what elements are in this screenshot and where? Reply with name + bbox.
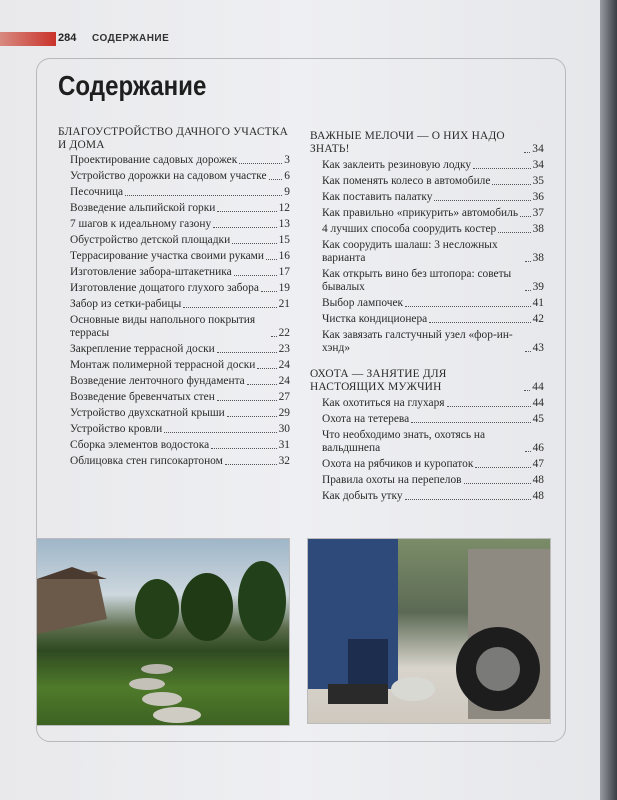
toc-entry: [310, 397, 544, 410]
toc-entry-page: 29: [278, 407, 290, 419]
dot-leader: [498, 232, 530, 233]
right-column: [310, 130, 544, 506]
toc-entry-title: Монтаж полимерной террасной доски: [70, 359, 256, 371]
toc-entry-page: 16: [278, 250, 290, 262]
toc-entry: [310, 313, 544, 326]
toc-entry: [58, 375, 290, 388]
toc-entry: [310, 175, 544, 188]
toc-entry: [58, 343, 290, 356]
toc-entry-page: 12: [278, 202, 290, 214]
toc-entry-page: 22: [278, 327, 290, 339]
dot-leader: [405, 499, 531, 500]
toc-entry-title: Облицовка стен гипсокартоном: [70, 455, 223, 467]
toc-entry-page: 38: [532, 252, 544, 264]
toc-entry-title: Охота на тетерева: [322, 413, 410, 425]
toc-entry-page: 35: [532, 175, 544, 187]
toc-entry: [310, 297, 544, 310]
dot-leader: [492, 184, 530, 185]
toc-entry-page: 46: [532, 442, 544, 454]
toc-entry-title: Проектирование садовых дорожек: [70, 154, 238, 166]
dot-leader: [257, 368, 276, 369]
toc-entry-title: 7 шагов к идеальному газону: [70, 218, 212, 230]
toc-entry-title: Как поставить палатку: [322, 191, 433, 203]
toc-entry: [58, 298, 290, 311]
toc-entry-title: Устройство двухскатной крыши: [70, 407, 225, 419]
toc-entry-page: 48: [532, 490, 544, 502]
dot-leader: [211, 448, 276, 449]
toc-entry-title: 4 лучших способа соорудить костер: [322, 223, 497, 235]
toc-entry: [310, 239, 544, 265]
toc-entry-page: 41: [532, 297, 544, 309]
toc-entry: [58, 266, 290, 279]
dot-leader: [429, 322, 530, 323]
toc-entry: [58, 234, 290, 247]
toc-entry-title: Как добыть утку: [322, 490, 403, 502]
toc-entry-page: 13: [278, 218, 290, 230]
toc-entry-title: Как соорудить шалаш: 3 несложных варианта: [322, 239, 498, 264]
dot-leader: [447, 406, 531, 407]
garden-path-photo: [36, 538, 290, 726]
dot-leader: [266, 259, 277, 260]
dot-leader: [475, 467, 530, 468]
toc-entry-page: 19: [278, 282, 290, 294]
toc-entry-page: 17: [278, 266, 290, 278]
toc-entry: [58, 202, 290, 215]
toc-entry-page: 24: [278, 359, 290, 371]
left-column: [58, 126, 290, 471]
toc-entry: [310, 207, 544, 220]
toc-entry-title: Как заклеить резиновую лодку: [322, 159, 472, 171]
dot-leader: [405, 306, 531, 307]
toc-entry-title: Основные виды напольного покрытия террасы: [70, 314, 256, 339]
dot-leader: [227, 416, 277, 417]
toc-entry: [310, 490, 544, 503]
dot-leader: [164, 432, 276, 433]
toc-entry-title: Что необходимо знать, охотясь на вальдшнепа: [322, 429, 486, 454]
toc-entry-title: Изготовление забора-штакетника: [70, 266, 232, 278]
toc-entry: [58, 407, 290, 420]
toc-entry-title: Забор из сетки-рабицы: [70, 298, 182, 310]
dot-leader: [473, 168, 531, 169]
toc-entry-title: Правила охоты на перепелов: [322, 474, 462, 486]
toc-entry: [310, 268, 544, 294]
toc-entry-page: 21: [278, 298, 290, 310]
dot-leader: [247, 384, 277, 385]
dot-leader: [525, 351, 531, 352]
toc-entry-title: Как поменять колесо в автомобиле: [322, 175, 491, 187]
section-heading: БЛАГОУСТРОЙСТВО ДАЧНОГО УЧАСТКА И ДОМА: [58, 126, 289, 151]
toc-entry-title: Террасирование участка своими руками: [70, 250, 264, 262]
dot-leader: [434, 200, 530, 201]
dot-leader: [234, 275, 277, 276]
section-heading: ВАЖНЫЕ МЕЛОЧИ — О НИХ НАДО ЗНАТЬ! 34: [310, 130, 544, 155]
toc-entry-title: Устройство кровли: [70, 423, 163, 435]
toc-entry: [310, 191, 544, 204]
toc-entry: [58, 282, 290, 295]
toc-entry-title: Сборка элементов водостока: [70, 439, 210, 451]
dot-leader: [269, 179, 283, 180]
dot-leader: [213, 227, 276, 228]
section-heading: ОХОТА — ЗАНЯТИЕ ДЛЯ НАСТОЯЩИХ МУЖЧИН 44: [310, 368, 544, 393]
toc-entry-title: Закрепление террасной доски: [70, 343, 215, 355]
toc-entry-page: 15: [278, 234, 290, 246]
dot-leader: [217, 211, 276, 212]
toc-entry-page: 27: [278, 391, 290, 403]
dot-leader: [525, 261, 531, 262]
toc-entry-page: 23: [278, 343, 290, 355]
dot-leader: [225, 464, 277, 465]
toc-entry: [58, 359, 290, 372]
toc-entry: [58, 154, 290, 167]
toc-entry-title: Как завязать галстучный узел «фор-ин-хэнд»: [322, 329, 513, 354]
toc-entry-page: 38: [532, 223, 544, 235]
toc-entry-title: Устройство дорожки на садовом участке: [70, 170, 267, 182]
toc-entry-page: 24: [278, 375, 290, 387]
dot-leader: [125, 195, 282, 196]
toc-entry: [310, 429, 544, 455]
toc-entry-title: Как охотиться на глухаря: [322, 397, 445, 409]
toc-entry-page: 6: [284, 170, 290, 182]
toc-entry-page: 9: [284, 186, 290, 198]
toc-entry-page: 48: [532, 474, 544, 486]
dot-leader: [232, 243, 276, 244]
dot-leader: [464, 483, 531, 484]
toc-entry: [58, 391, 290, 404]
toc-entry-title: Песочница: [70, 186, 124, 198]
toc-entry: [58, 218, 290, 231]
dot-leader: [520, 216, 531, 217]
toc-entry-page: 36: [532, 191, 544, 203]
toc-entry-title: Изготовление дощатого глухого забора: [70, 282, 259, 294]
dot-leader: [525, 290, 531, 291]
toc-entry: [310, 413, 544, 426]
toc-entry-title: Возведение ленточного фундамента: [70, 375, 245, 387]
toc-entry: [310, 458, 544, 471]
dot-leader: [217, 352, 277, 353]
toc-entry-title: Как открыть вино без штопора: советы бывалых: [322, 268, 512, 293]
toc-entry-page: 32: [278, 455, 290, 467]
toc-entry: [58, 423, 290, 436]
dot-leader: [271, 336, 277, 337]
toc-entry-page: 43: [532, 342, 544, 354]
toc-entry-page: 45: [532, 413, 544, 425]
header-tab: [0, 32, 56, 46]
toc-entry-title: Чистка кондиционера: [322, 313, 428, 325]
toc-entry-title: Как правильно «прикурить» автомобиль: [322, 207, 519, 219]
toc-entry: [58, 314, 290, 340]
dot-leader: [411, 422, 530, 423]
toc-entry-page: 34: [532, 159, 544, 171]
toc-entry: [58, 170, 290, 183]
page-title: Содержание: [58, 70, 207, 101]
toc-entry: [58, 186, 290, 199]
dot-leader: [217, 400, 277, 401]
dot-leader: [183, 307, 276, 308]
toc-entry-title: Обустройство детской площадки: [70, 234, 231, 246]
toc-entry: [58, 250, 290, 263]
page-number: 284: [58, 32, 77, 44]
dot-leader: [261, 291, 277, 292]
toc-entry-title: Возведение бревенчатых стен: [70, 391, 215, 403]
toc-entry: [310, 329, 544, 355]
dot-leader: [239, 163, 282, 164]
toc-entry: [310, 474, 544, 487]
toc-entry-page: 39: [532, 281, 544, 293]
toc-entry: [58, 439, 290, 452]
toc-entry-page: 44: [532, 397, 544, 409]
book-edge: [600, 0, 617, 800]
dot-leader: [525, 451, 531, 452]
toc-entry-title: Выбор лампочек: [322, 297, 404, 309]
toc-entry: [310, 223, 544, 236]
toc-entry-page: 37: [532, 207, 544, 219]
toc-entry-page: 31: [278, 439, 290, 451]
toc-entry-title: Охота на рябчиков и куропаток: [322, 458, 474, 470]
toc-entry-page: 3: [284, 154, 290, 166]
toc-entry-title: Возведение альпийской горки: [70, 202, 216, 214]
car-wheel-photo: [307, 538, 551, 724]
toc-entry: [310, 159, 544, 172]
running-title: СОДЕРЖАНИЕ: [92, 33, 170, 44]
toc-entry-page: 30: [278, 423, 290, 435]
toc-entry-page: 47: [532, 458, 544, 470]
toc-entry: [58, 455, 290, 468]
toc-entry-page: 42: [532, 313, 544, 325]
